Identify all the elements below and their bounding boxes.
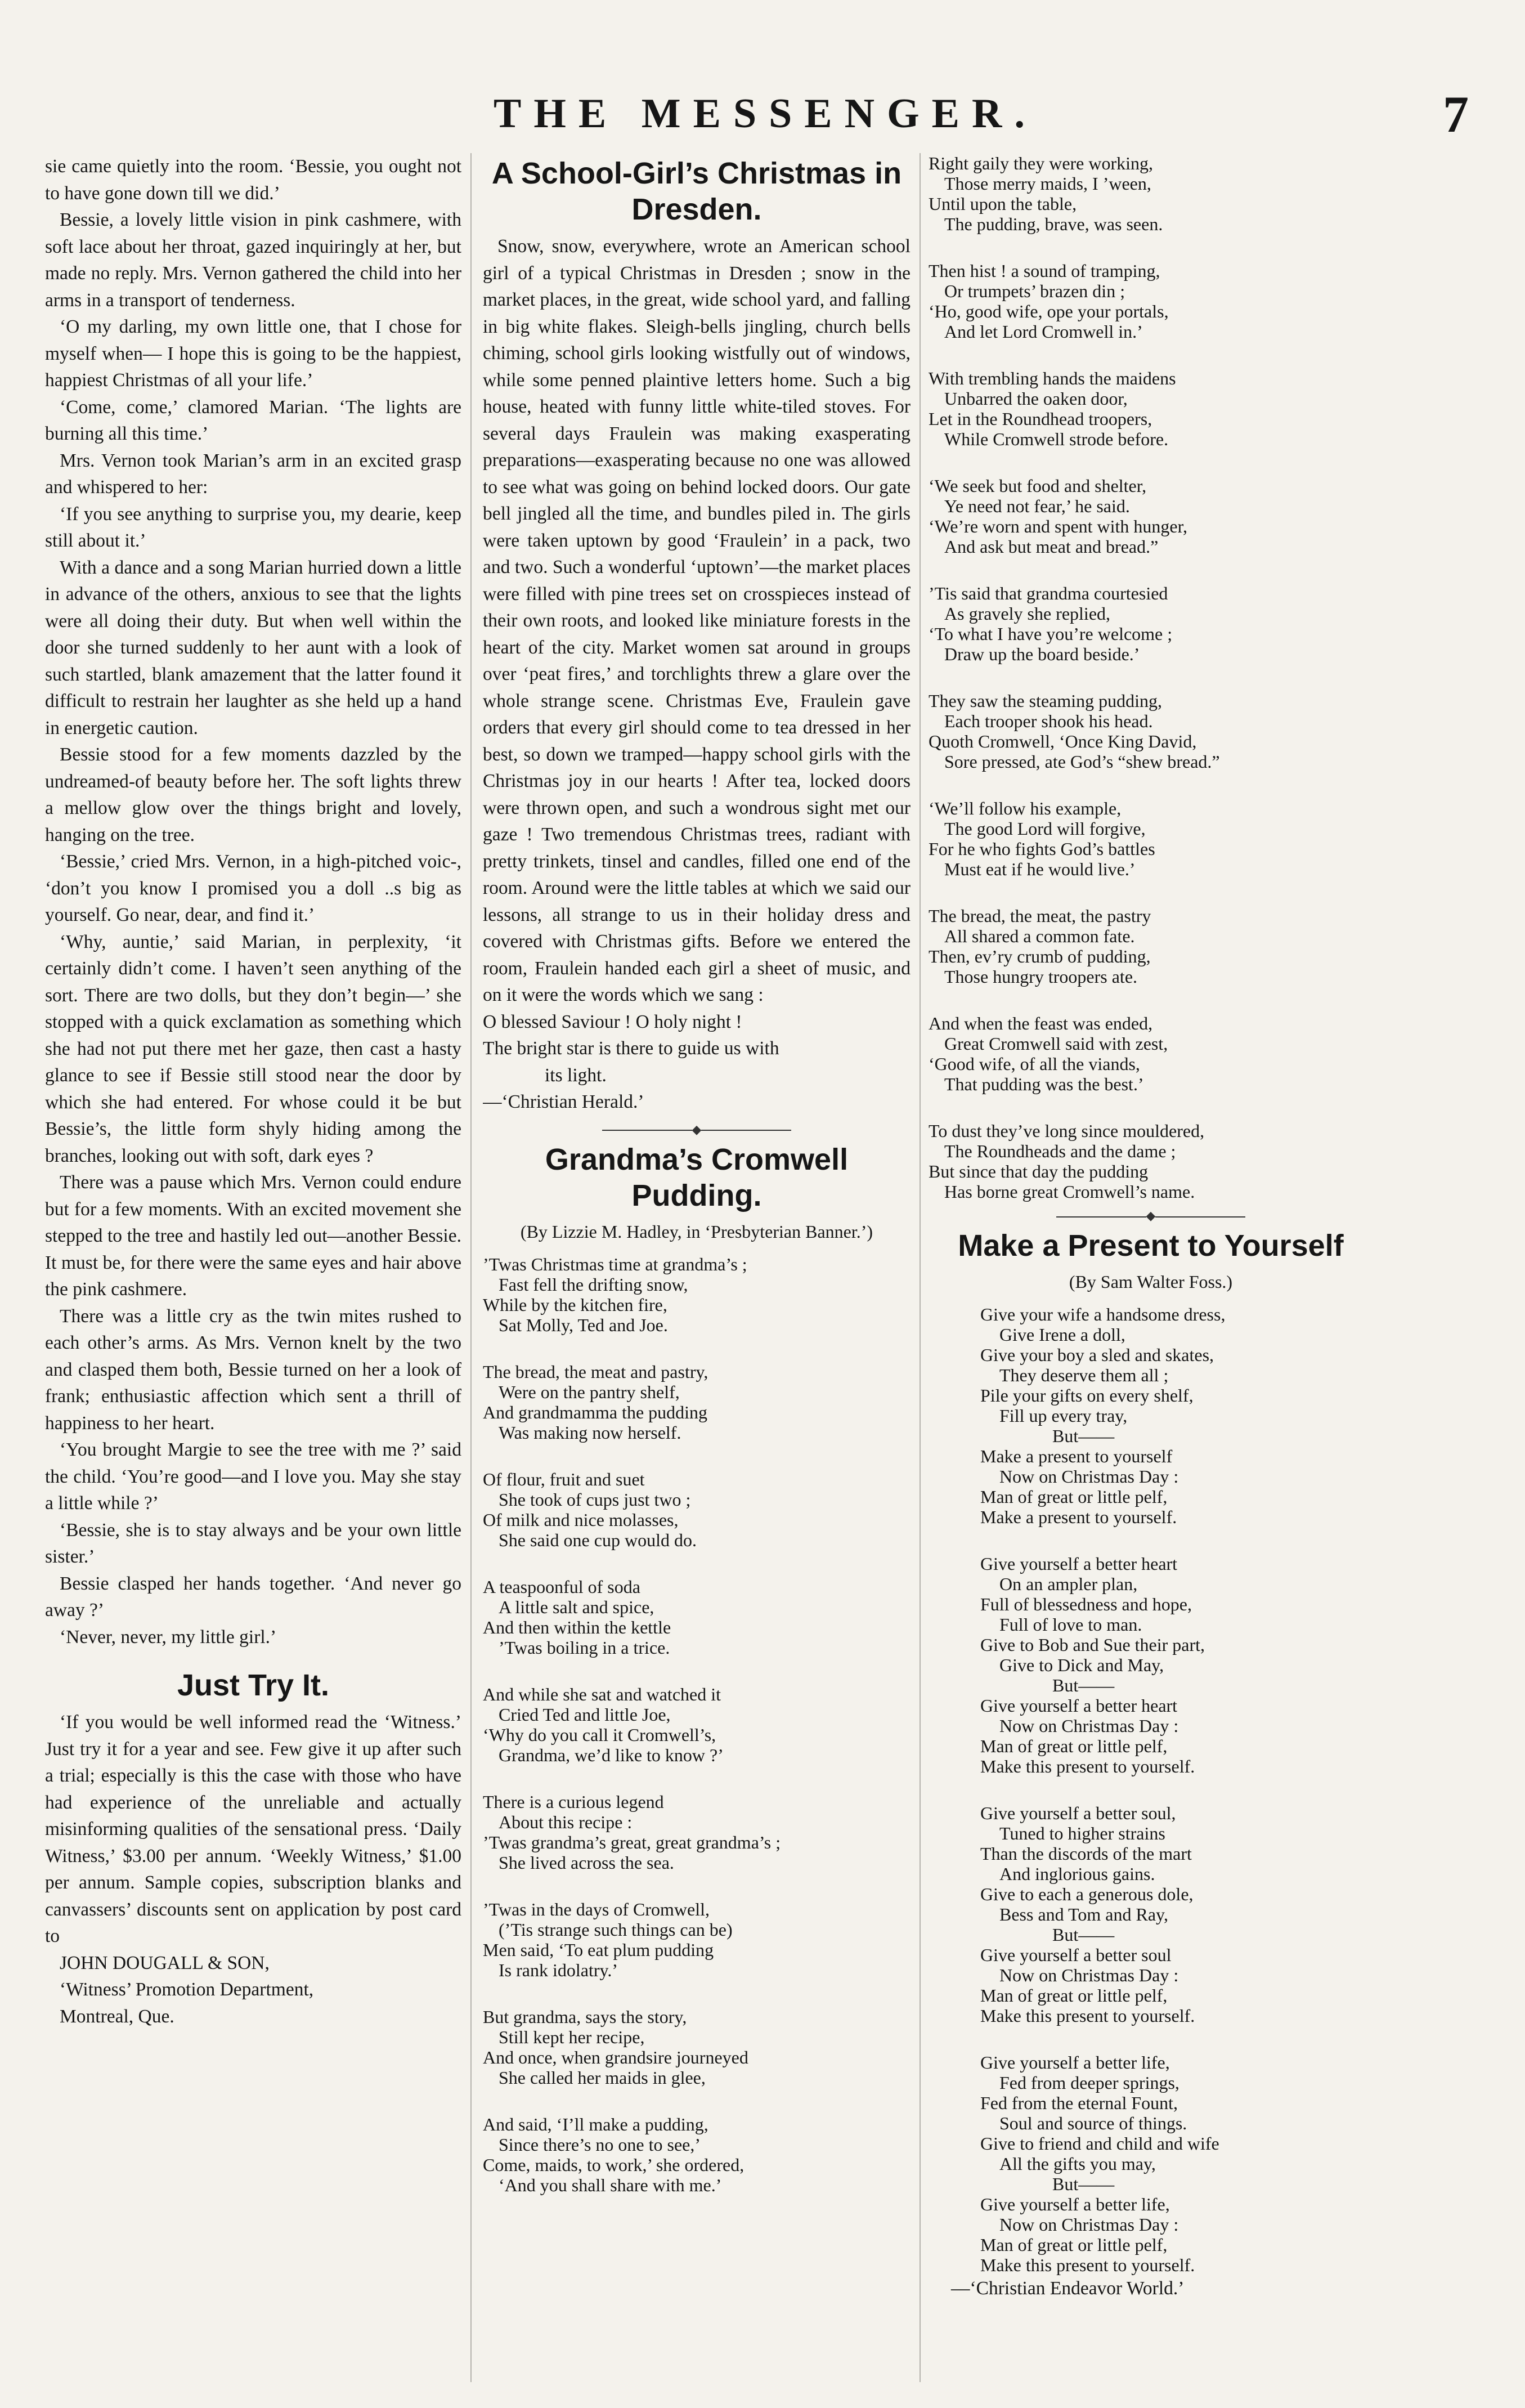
poem-line: Fed from deeper springs, [999,2073,1179,2093]
poem-line: The pudding, brave, was seen. [944,214,1163,234]
poem-line: ‘We’ll follow his example, [929,798,1122,818]
story-paragraph: Mrs. Vernon took Marian’s arm in an excited grasp and whispered to her: [45,450,461,498]
poem-stanza [929,1304,1373,1527]
poem-stanza [483,2007,910,2088]
poem-line: All the gifts you may, [999,2154,1156,2174]
poem-line: While by the kitchen fire, [483,1294,667,1315]
poem-stanza [929,1554,1373,1776]
poem-line: But—— [1052,1924,1115,1945]
story-paragraph: sie came quietly into the room. ‘Bessie, you ought not to have gone down till we did.’ [45,156,461,204]
poem-line: (’Tis strange such things can be) [499,1919,733,1940]
poem-line: Now on Christmas Day : [999,2214,1179,2235]
poem-line: Sat Molly, Ted and Joe. [499,1314,668,1335]
poem-line: And while she sat and watched it [483,1684,721,1704]
poem-line: Then, ev’ry crumb of pudding, [929,946,1151,966]
poem-stanza [929,1121,1373,1202]
poem-line: ‘Good wife, of all the viands, [929,1054,1140,1074]
poem-line: The bread, the meat, the pastry [929,906,1151,926]
poem-line: Full of blessedness and hope, [980,1594,1192,1614]
poem-line: Give to friend and child and wife [980,2133,1219,2154]
hymn-line: its light. [545,1064,607,1086]
poem-stanza [929,906,1373,987]
poem-stanza [929,798,1373,879]
poem-line: Give yourself a better heart [980,1554,1178,1574]
poem-line: Give to Bob and Sue their part, [980,1635,1205,1655]
poem-line: And ask but meat and bread.” [944,536,1159,557]
poem-line: Make this present to yourself. [980,1756,1195,1776]
poem-line: ’Twas grandma’s great, great grandma’s ; [483,1832,781,1852]
poem-line: And grandmamma the pudding [483,1402,708,1422]
poem-line: Fed from the eternal Fount, [980,2093,1178,2113]
poem-line: Full of love to man. [999,1614,1142,1635]
poem-line: To dust they’ve long since mouldered, [929,1121,1205,1141]
poem-line: ’Twas Christmas time at grandma’s ; [483,1254,747,1274]
poem-stanza [929,691,1373,772]
poem-line: Cried Ted and little Joe, [499,1704,671,1725]
poem-line: But since that day the pudding [929,1161,1149,1181]
poem-line: But grandma, says the story, [483,2006,687,2027]
story-paragraph: ‘If you see anything to surprise you, my dearie, keep still about it.’ [45,503,461,551]
poem-line: A teaspoonful of soda [483,1576,640,1597]
poem-line: Great Cromwell said with zest, [944,1033,1168,1054]
poem-line: But—— [1052,1675,1115,1695]
story-paragraph: ‘Never, never, my little girl.’ [60,1626,277,1648]
poem-line: Unbarred the oaken door, [944,388,1128,409]
poem-stanza [483,1362,910,1443]
poem-line: Now on Christmas Day : [999,1965,1179,1985]
section-divider: ◆ [483,1124,910,1136]
poem-line: Pile your gifts on every shelf, [980,1385,1194,1406]
pudding-poem-continued [929,153,1373,1202]
poem-stanza [929,476,1373,557]
poem-line: While Cromwell strode before. [944,429,1169,449]
poem-line: Were on the pantry shelf, [499,1381,680,1402]
poem-line: That pudding was the best.’ [944,1074,1144,1094]
story-paragraph: ‘Why, auntie,’ said Marian, in perplexity, ‘it certainly didn’t come. I haven’t seen anything of the sort. There are two dolls, but they don’t begin—’ she stopped with a quick exclamation as something which she had not put there met her gaze, then cast a hasty glance to see if Bessie still stood near the door by which she had entered. For whose could it be but Bessie’s, the little form shyly hiding among the branches, looking out with soft, dark eyes ? [45,931,461,1166]
poem-line: Come, maids, to work,’ she ordered, [483,2154,744,2175]
page-number: 7 [1443,86,1469,143]
poem-line: Or trumpets’ brazen din ; [944,281,1125,301]
poem-line: Make this present to yourself. [980,2255,1195,2275]
column-rule [920,153,921,2382]
poem-line: About this recipe : [499,1811,633,1832]
section-divider: ◆ [929,1210,1373,1222]
poem-stanza [483,1792,910,1873]
poem-line: And said, ‘I’ll make a pudding, [483,2114,708,2134]
poem-line: Still kept her recipe, [499,2026,645,2047]
poem-line: Those merry maids, I ’ween, [944,173,1151,194]
poem-line: Give your wife a handsome dress, [980,1304,1226,1324]
poem-line: Give to Dick and May, [999,1655,1164,1675]
poem-line: Tuned to higher strains [999,1823,1165,1843]
poem-line: ’Tis said that grandma courtesied [929,583,1168,603]
poem-line: And inglorious gains. [999,1864,1155,1884]
poem-line: Man of great or little pelf, [980,2235,1168,2255]
signature-line: Montreal, Que. [60,2006,174,2027]
poem-line: With trembling hands the maidens [929,368,1176,388]
poem-line: Until upon the table, [929,194,1077,214]
poem-line: Those hungry troopers ate. [944,966,1138,987]
poem-line: But—— [1052,1426,1115,1446]
poem-line: And let Lord Cromwell in.’ [944,321,1143,342]
poem-line: Give yourself a better soul, [980,1803,1176,1823]
poem-line: Quoth Cromwell, ‘Once King David, [929,731,1197,751]
poem-line: She took of cups just two ; [499,1489,691,1510]
story-paragraph: There was a little cry as the twin mites rushed to each other’s arms. As Mrs. Vernon knelt by the two and clasped them both, Bessie turned on her a look of frank; enthusiastic affection which sent a thrill of happiness to her heart. [45,1305,461,1434]
poem-line: Man of great or little pelf, [980,1487,1168,1507]
poem-line: The bread, the meat and pastry, [483,1361,708,1382]
poem-line: She said one cup would do. [499,1529,697,1550]
poem-line: ‘We seek but food and shelter, [929,476,1147,496]
column-3 [929,153,1373,2382]
pudding-byline: (By Lizzie M. Hadley, in ‘Presbyterian Banner.’) [520,1221,873,1242]
poem-line: A little salt and spice, [499,1596,654,1617]
story-paragraph: Bessie, a lovely little vision in pink cashmere, with soft lace about her throat, gazed inquiringly at her, but made no reply. Mrs. Vernon gathered the child into her arms in a transport of tenderness. [45,209,461,311]
present-byline: (By Sam Walter Foss.) [1069,1272,1233,1292]
poem-line: For he who fights God’s battles [929,839,1155,859]
poem-line: There is a curious legend [483,1791,664,1812]
column-rule [470,153,472,2382]
poem-line: They deserve them all ; [999,1365,1169,1385]
just-try-it-heading: Just Try It. [177,1668,330,1702]
school-girl-heading: A School-Girl’s Christmas in Dresden. [491,156,902,226]
poem-line: Give your boy a sled and skates, [980,1345,1214,1365]
poem-line: Make a present to yourself [980,1446,1173,1466]
poem-stanza [929,368,1373,449]
poem-line: Make this present to yourself. [980,2006,1195,2026]
poem-line: ’Twas in the days of Cromwell, [483,1899,710,1919]
poem-line: Ye need not fear,’ he said. [944,496,1130,516]
poem-line: Give Irene a doll, [999,1324,1125,1345]
present-poem [929,1304,1373,2275]
poem-line: ‘We’re worn and spent with hunger, [929,516,1187,536]
story-paragraph: ‘Come, come,’ clamored Marian. ‘The lights are burning all this time.’ [45,396,461,444]
poem-line: Has borne great Cromwell’s name. [944,1181,1195,1202]
poem-line: Each trooper shook his head. [944,711,1153,731]
credit-line: —‘Christian Herald.’ [483,1091,644,1112]
poem-line: Give yourself a better life, [980,2194,1170,2214]
poem-line: She called her maids in glee, [499,2067,706,2088]
school-girl-paragraph: Snow, snow, everywhere, wrote an American school girl of a typical Christmas in Dresden ; snow in the market places, in the great, wide school yard, and falling in big white flakes. Sleigh-bells jingling, church bells chiming, school girls looking wistfully out of windows, while some penned plaintive letters home. Such a big house, heated with funny little white-tiled stoves. For several days Fraulein was making exasperating preparations—exasperating because no one was allowed to see what was going on behind locked doors. Our gate bell jingled all the time, and bundles piled in. The girls were taken uptown by good ‘Fraulein’ in a pack, two and two. Such a wonderful ‘uptown’—the market places were filled with pine trees set on crosspieces instead of their own roots, and looked like miniature forests in the heart of the city. Market women sat around in groups over ‘peat fires,’ and torchlights threw a glare over the whole strange scene. Christmas Eve, Fraulein gave orders that every girl should come to tea dressed in her best, so down we tramped—happy school girls with the Christmas joy in our hearts ! After tea, locked doors were thrown open, and such a wondrous sight met our gaze ! Two tremendous Christmas trees, radiant with pretty trinkets, tinsel and candles, filled one end of the room. Around were the little tables at which we said our lessons, all strange to us in their holiday dress and covered with Christmas gifts. Before we entered the room, Fraulein handed each girl a sheet of music, and on it were the words which we sang : [483,236,910,1005]
story-paragraph: ‘Bessie,’ cried Mrs. Vernon, in a high-pitched voic-, ‘don’t you know I promised you a doll ..s big as yourself. Go near, dear, and find it.’ [45,851,461,925]
story-paragraph: With a dance and a song Marian hurried down a little in advance of the others, anxious to see that the lights were all doing their duty. But when well within the door she turned suddenly to her aunt with a look of such startled, blank amazement that the latter found it difficult to restrain her laughter as she held up a hand in energetic caution. [45,557,461,738]
poem-line: Grandma, we’d like to know ?’ [499,1744,724,1765]
poem-line: Give to each a generous dole, [980,1884,1194,1904]
present-heading: Make a Present to Yourself [958,1229,1344,1263]
story-paragraph: ‘Bessie, she is to stay always and be your own little sister.’ [45,1519,461,1567]
poem-stanza [929,1013,1373,1094]
poem-line: Right gaily they were working, [929,153,1154,173]
poem-stanza [483,1577,910,1658]
story-paragraph: ‘O my darling, my own little one, that I chose for myself when— I hope this is going to be the happiest, happiest Christmas of all your life.’ [45,316,461,391]
poem-line: Now on Christmas Day : [999,1466,1179,1487]
column-2 [483,153,910,2382]
poem-line: Than the discords of the mart [980,1843,1192,1864]
signature-line: ‘Witness’ Promotion Department, [60,1979,314,2000]
poem-line: Of flour, fruit and suet [483,1469,645,1489]
story-paragraph: Bessie clasped her hands together. ‘And never go away ?’ [45,1573,461,1621]
poem-line: Man of great or little pelf, [980,1736,1168,1756]
poem-line: Make a present to yourself. [980,1507,1177,1527]
hymn-line: The bright star is there to guide us with [483,1038,779,1059]
story-paragraph: Bessie stood for a few moments dazzled by the undreamed-of beauty before her. The soft lights threw a mellow glow over the things bright and lovely, hanging on the tree. [45,744,461,845]
poem-line: She lived across the sea. [499,1852,674,1873]
poem-stanza [483,1684,910,1765]
poem-line: All shared a common fate. [944,926,1135,946]
masthead [45,84,1486,146]
poem-stanza [483,1469,910,1550]
poem-line: Men said, ‘To eat plum pudding [483,1939,714,1960]
poem-stanza [483,1899,910,1980]
poem-line: Of milk and nice molasses, [483,1509,679,1530]
story-paragraph: There was a pause which Mrs. Vernon could endure but for a few moments. With an excited movement she stepped to the tree and hastily led out—another Bessie. It must be, for there were the same eyes and hair above the pink cashmere. [45,1172,461,1300]
poem-stanza [929,153,1373,234]
poem-line: Give yourself a better heart [980,1695,1178,1716]
poem-line: Must eat if he would live.’ [944,859,1136,879]
poem-stanza [483,2114,910,2195]
poem-stanza [929,261,1373,342]
poem-line: Soul and source of things. [999,2113,1187,2133]
poem-line: As gravely she replied, [944,603,1111,624]
poem-line: Was making now herself. [499,1422,681,1443]
poem-stanza [483,1254,910,1335]
poem-stanza [929,1803,1373,2026]
newspaper-title: THE MESSENGER. [494,91,1037,137]
poem-line: Give yourself a better soul [980,1945,1172,1965]
poem-line: The Roundheads and the dame ; [944,1141,1176,1161]
story-paragraph: ‘You brought Margie to see the tree with me ?’ said the child. ‘You’re good—and I love you. May she stay a little while ?’ [45,1439,461,1514]
poem-line: Man of great or little pelf, [980,1985,1168,2006]
poem-line: Sore pressed, ate God’s “shew bread.” [944,751,1220,772]
poem-line: ‘Why do you call it Cromwell’s, [483,1724,716,1745]
poem-line: ‘Ho, good wife, ope your portals, [929,301,1169,321]
signature-line: JOHN DOUGALL & SON, [60,1952,270,1973]
pudding-heading: Grandma’s Cromwell Pudding. [545,1142,849,1212]
poem-line: Since there’s no one to see,’ [499,2134,701,2155]
hymn-line: O blessed Saviour ! O holy night ! [483,1011,742,1032]
poem-line: Draw up the board beside.’ [944,644,1140,664]
poem-line: Then hist ! a sound of tramping, [929,261,1160,281]
poem-line: Bess and Tom and Ray, [999,1904,1168,1924]
poem-line: They saw the steaming pudding, [929,691,1163,711]
poem-line: ‘To what I have you’re welcome ; [929,624,1173,644]
column-1 [45,153,461,2382]
poem-stanza [929,2052,1373,2275]
poem-line: And then within the kettle [483,1617,671,1637]
poem-line: Now on Christmas Day : [999,1716,1179,1736]
poem-line: Give yourself a better life, [980,2052,1170,2073]
credit-line: —‘Christian Endeavor World.’ [951,2278,1185,2299]
poem-line: ‘And you shall share with me.’ [499,2174,722,2195]
poem-line: Let in the Roundhead troopers, [929,409,1152,429]
poem-line: The good Lord will forgive, [944,818,1146,839]
poem-line: Fast fell the drifting snow, [499,1274,688,1295]
poem-line: On an ampler plan, [999,1574,1138,1594]
poem-line: Is rank idolatry.’ [499,1959,618,1980]
poem-line: And when the feast was ended, [929,1013,1153,1033]
poem-line: ’Twas boiling in a trice. [499,1637,670,1658]
poem-stanza [929,583,1373,664]
poem-line: Fill up every tray, [999,1406,1128,1426]
poem-line: But—— [1052,2174,1115,2194]
poem-line: And once, when grandsire journeyed [483,2047,748,2067]
just-try-it-paragraph: ‘If you would be well informed read the ‘Witness.’ Just try it for a year and see. Few give it up after such a trial; especially is this the case with those who have had experience of the unreliable and actually misinforming qualities of the sensational press. ‘Daily Witness,’ $3.00 per annum. ‘Weekly Witness,’ $1.00 per annum. Sample copies, subscription blanks and canvassers’ discounts sent on application by post card to [45,1712,461,1946]
pudding-poem [483,1254,910,2195]
